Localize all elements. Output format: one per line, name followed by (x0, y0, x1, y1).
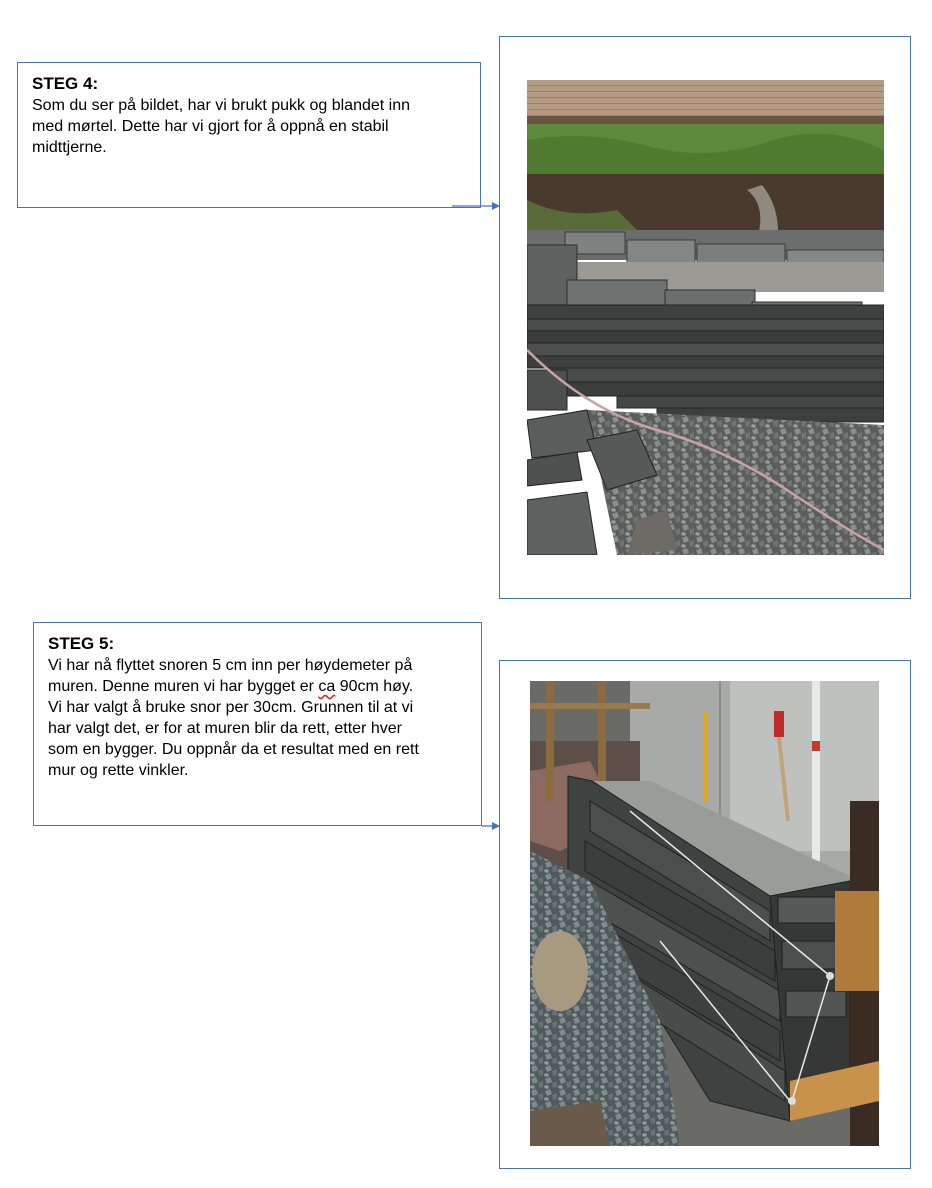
step-5-text-part-1: Vi har nå flyttet snoren 5 cm inn per høydemeter på muren. Denne muren vi har bygget er (48, 657, 413, 695)
step-4-text: Som du ser på bildet, har vi brukt pukk og blandet inn med mørtel. Dette har vi gjort for å oppnå en stabil midttjerne. (32, 97, 410, 156)
spellcheck-flagged-word: ca (318, 678, 336, 695)
arrow-step-5 (482, 822, 500, 830)
step-5-title: STEG 5: (48, 634, 115, 653)
step-4-title: STEG 4: (32, 74, 99, 93)
step-5-text-part-2: 90cm høy. Vi har valgt å bruke snor per 30cm. Grunnen til at vi har valgt det, er for at muren blir da rett, etter hver som en bygger. Du oppnår da et resultat med en rett mur og rette vinkler. (48, 678, 419, 779)
arrow-step-4 (452, 202, 500, 210)
